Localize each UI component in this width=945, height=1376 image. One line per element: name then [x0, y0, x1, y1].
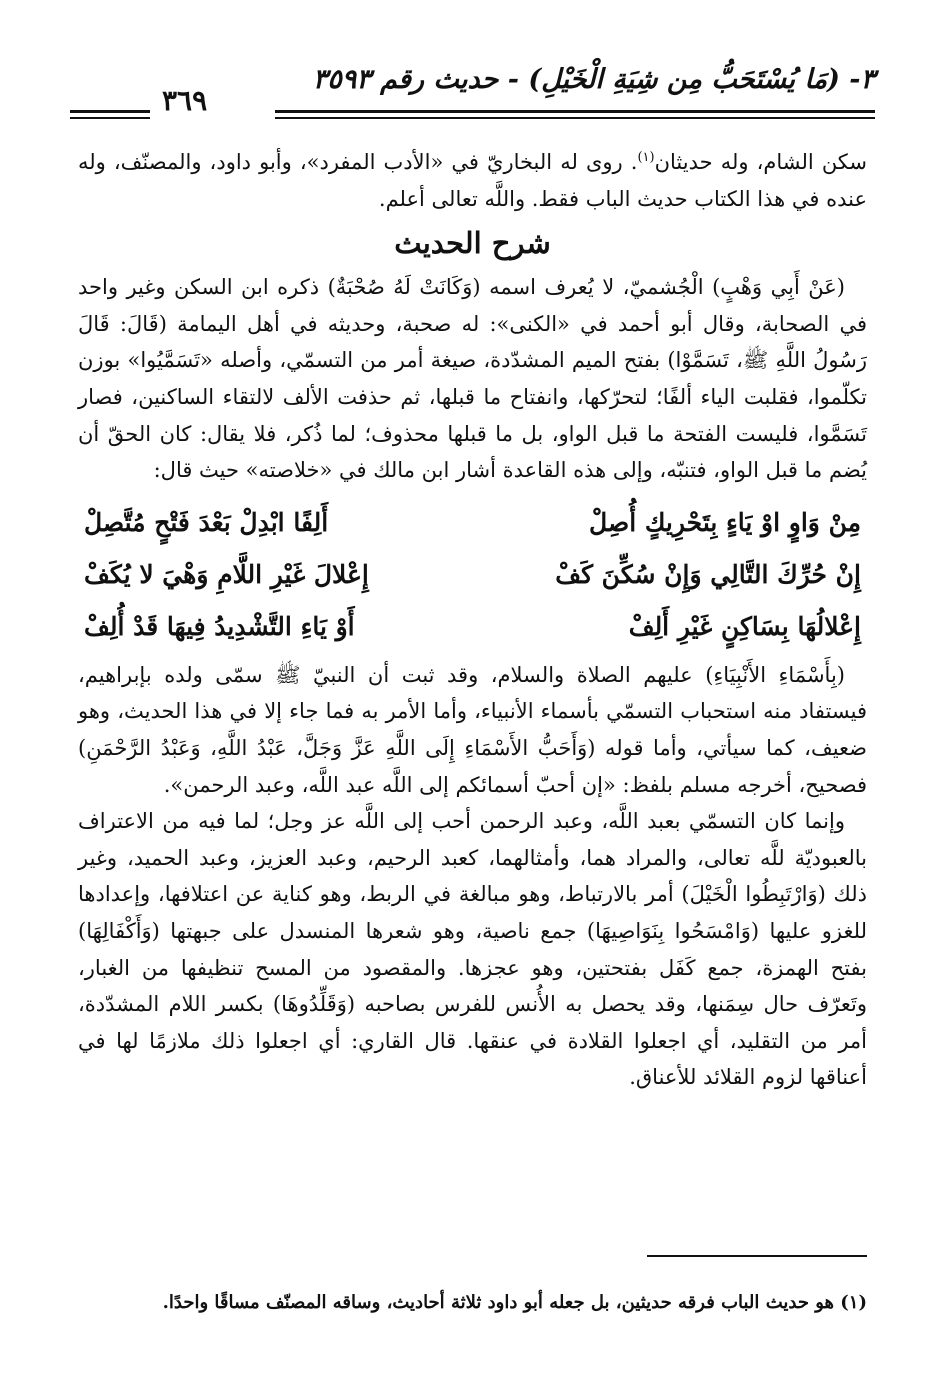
- intro-paragraph: [78, 140, 867, 217]
- main-text: [78, 140, 867, 1096]
- verse-first-hemistich: إِعْلالُهَا بِسَاكِنٍ غَيْرِ أَلِفْ: [628, 611, 861, 641]
- page-number: ٣٦٩: [150, 84, 219, 117]
- footnote: (١) هو حديث الباب فرقه حديثين، بل جعله أبو داود ثلاثة أحاديث، وساقه المصنّف مساقًا واحدًا.: [162, 1292, 867, 1313]
- footnote-ref: (١): [637, 150, 655, 165]
- verse-second-hemistich: أَلِفًا ابْدِلْ بَعْدَ فَتْحٍ مُتَّصِلْ: [84, 507, 329, 537]
- commentary-paragraph: (عَنْ أَبِي وَهْبٍ) الْجُشميّ، لا يُعرف اسمه (وَكَانَتْ لَهُ صُحْبَةٌ) ذكره ابن السكن وغير واحد في الصحابة، وقال أبو أحمد في «الكنى»: له صحبة، وحديثه في أهل اليمامة (قَالَ: قَالَ رَسُولُ اللَّهِ ﷺ، تَسَمَّوْا) بفتح الميم المشدّدة، صيغة أمر من التسمّي، وأصله «تَسَمَّيُوا» بوزن تكلّموا، فقلبت الياء ألفًا؛ لتحرّكها، وانفتاح ما قبلها، ثم حذفت الألف لالتقاء الساكنين، فصار تَسَمَّوا، فليست الفتحة ما قبل الواو، بل ما قبلها محذوف؛ لما ذُكر، فلا يقال: كان الحقّ أن يُضم ما قبل الواو، فتنبّه، وإلى هذه القاعدة أشار ابن مالك في «خلاصته» حيث قال:: [78, 275, 867, 483]
- commentary-paragraph: وإنما كان التسمّي بعبد اللَّه، وعبد الرحمن أحب إلى اللَّه عز وجل؛ لما فيه من الاعتراف بالعبوديّة للَّه تعالى، والمراد هما، وأمثالهما، كعبد الرحيم، وعبد العزيز، وعبد الحميد، وغير ذلك (وَارْتَبِطُوا الْخَيْلَ) أمر بالارتباط، وهو مبالغة في الربط، وهو كناية عن اعتلافها، وإعدادها للغزو عليها (وَامْسَحُوا بِنَوَاصِيهَا) جمع ناصية، وهو شعرها المنسدل على جبهتها (وَأَكْفَالِهَا) بفتح الهمزة، جمع كَفَل بفتحتين، وهو عجزها. والمقصود من المسح تنظيفها من الغبار، وتَعرّف حال سِمَنها، وقد يحصل به الأُنس للفرس بصاحبه (وَقَلِّدُوهَا) بكسر اللام المشدّدة، أمر من التقليد، أي اجعلوا القلادة في عنقها. قال القاري: أي اجعلوا ذلك ملازمًا لها في أعناقها لزوم القلائد للأعناق.: [78, 809, 867, 1090]
- verse-second-hemistich: أَوْ يَاءِ التَّشْدِيدُ فِيهَا قَدْ أُلِفْ: [84, 611, 355, 641]
- verse-first-hemistich: إِنْ حُرِّكَ التَّالِي وَإِنْ سُكِّنَ كَفْ: [555, 559, 861, 589]
- intro-text-a: سكن الشام، وله حديثان: [654, 150, 867, 174]
- verse-first-hemistich: مِنْ وَاوٍ اوْ يَاءٍ بِتَحْرِيكٍ أُصِلْ: [589, 507, 861, 537]
- header-rule: [275, 110, 875, 119]
- header-rule-short: [70, 110, 150, 119]
- running-title: ٣- (مَا يُسْتَحَبُّ مِن شِيَةِ الْخَيْلِ) - حديث رقم ٣٥٩٣: [312, 64, 875, 95]
- page-header: [70, 58, 875, 128]
- poem-verse: [78, 601, 867, 653]
- verse-second-hemistich: إِعْلالَ غَيْرِ اللَّامِ وَهْيَ لا يُكَفْ: [84, 559, 369, 589]
- section-title: شرح الحديث: [394, 226, 551, 261]
- poem-verse: [78, 497, 867, 549]
- footnote-divider: [647, 1255, 867, 1257]
- commentary-paragraph: (بِأَسْمَاءِ الأَنْبِيَاءِ) عليهم الصلاة والسلام، وقد ثبت أن النبيّ ﷺ سمّى ولده بإبراهيم، فيستفاد منه استحباب التسمّي بأسماء الأنبياء، وأما الأمر به فما جاء إلا في هذا الحديث، وهو ضعيف، كما سيأتي، وأما قوله (وَأَحَبُّ الأَسْمَاءِ إِلَى اللَّهِ عَزَّ وَجَلَّ، عَبْدُ اللَّهِ، وَعَبْدُ الرَّحْمَنِ) فصحيح، أخرجه مسلم بلفظ: «إن أحبّ أسمائكم إلى اللَّه عبد اللَّه، وعبد الرحمن».: [78, 662, 867, 797]
- poem-verse: [78, 549, 867, 601]
- poem: [78, 497, 867, 653]
- intro-text-b: . روى له البخاريّ في «الأدب المفرد»، وأبو داود، والمصنّف، وله عنده في هذا الكتاب حديث الباب فقط. واللَّه تعالى أعلم.: [78, 150, 867, 211]
